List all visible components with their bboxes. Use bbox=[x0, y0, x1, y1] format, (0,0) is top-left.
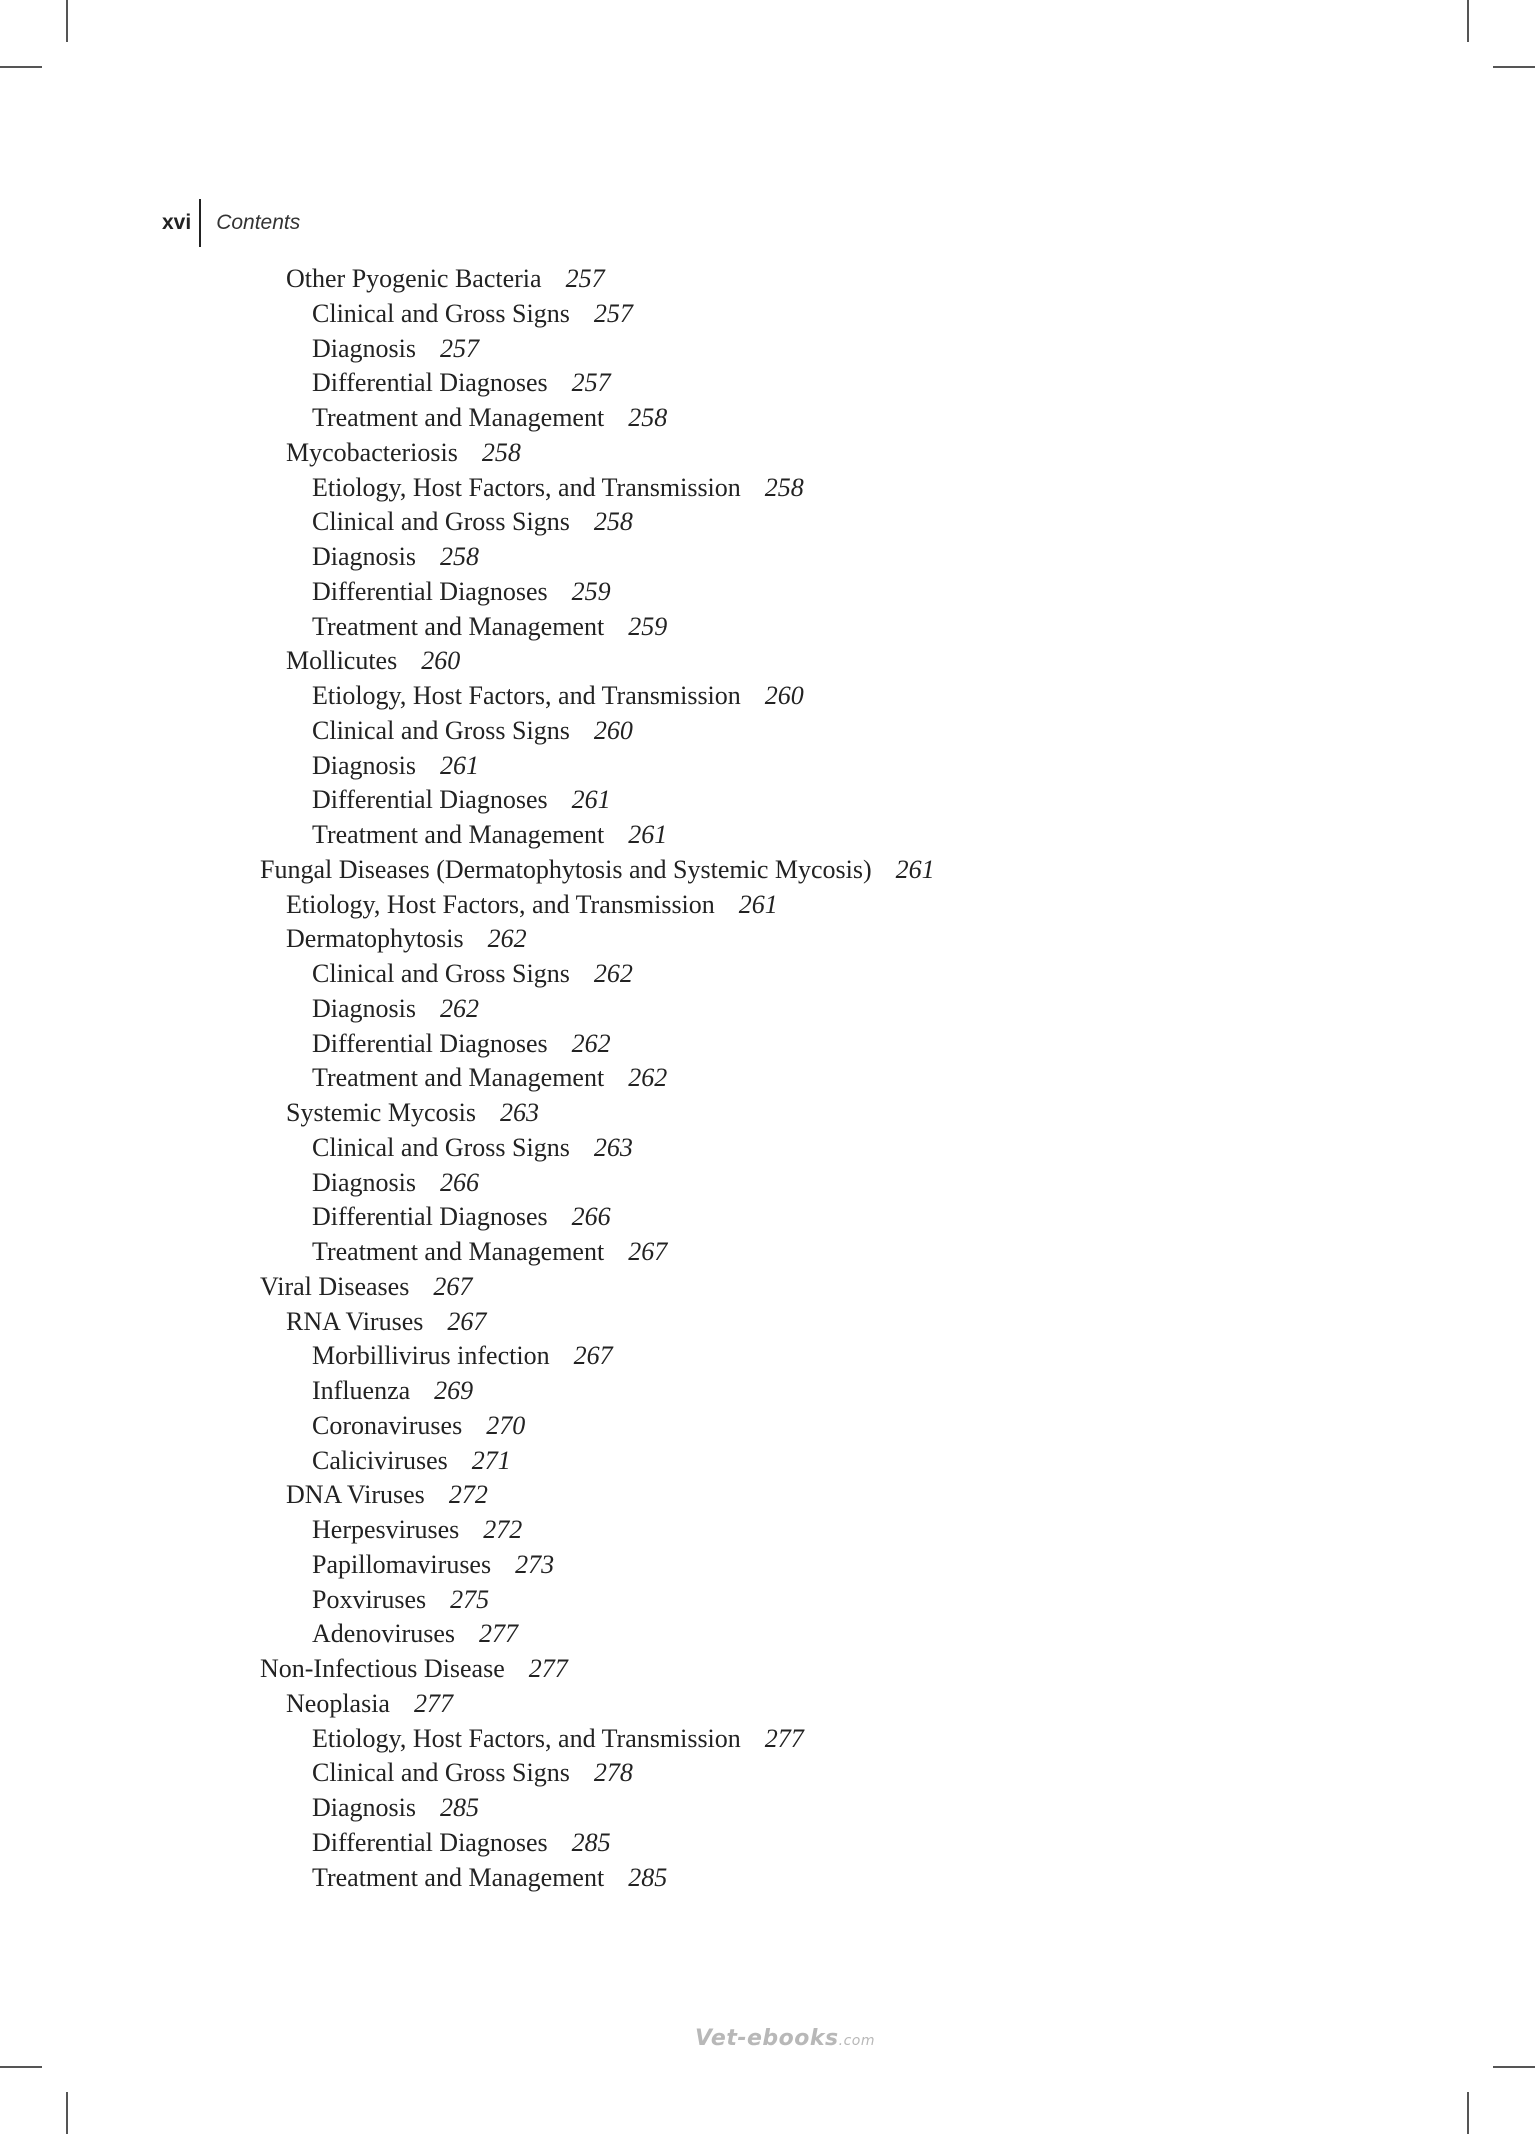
toc-entry-page: 277 bbox=[528, 1654, 568, 1683]
toc-entry[interactable] bbox=[260, 1061, 1260, 1096]
toc-entry[interactable] bbox=[260, 1548, 1260, 1583]
toc-entry-title: Differential Diagnoses bbox=[312, 785, 548, 815]
toc-entry[interactable] bbox=[260, 1444, 1260, 1479]
toc-entry-title: Poxviruses bbox=[312, 1584, 427, 1614]
crop-mark-top-left-vertical bbox=[66, 0, 68, 42]
toc-entry-page: 269 bbox=[434, 1376, 474, 1405]
toc-entry-title: Clinical and Gross Signs bbox=[312, 959, 570, 988]
toc-entry-page: 262 bbox=[440, 993, 479, 1023]
toc-entry-title: Coronaviruses bbox=[312, 1410, 463, 1440]
toc-entry[interactable] bbox=[260, 922, 1260, 957]
toc-entry[interactable] bbox=[260, 366, 1260, 401]
toc-entry-title: Differential Diagnoses bbox=[312, 368, 548, 398]
toc-entry-page: 259 bbox=[571, 576, 611, 606]
toc-entry[interactable] bbox=[260, 1200, 1260, 1235]
toc-entry-page: 262 bbox=[628, 1063, 668, 1093]
toc-entry-page: 285 bbox=[571, 1827, 611, 1857]
toc-entry[interactable] bbox=[260, 644, 1260, 679]
toc-entry-title: RNA Viruses bbox=[286, 1306, 424, 1336]
toc-entry-title: Mollicutes bbox=[286, 646, 398, 676]
toc-entry[interactable] bbox=[260, 1131, 1260, 1166]
toc-entry[interactable] bbox=[260, 1096, 1260, 1131]
toc-entry[interactable] bbox=[260, 853, 1260, 888]
toc-entry-page: 262 bbox=[487, 924, 527, 954]
toc-entry-title: Etiology, Host Factors, and Transmission bbox=[312, 681, 741, 710]
toc-entry[interactable] bbox=[260, 1409, 1260, 1444]
toc-entry-title: Influenza bbox=[312, 1376, 411, 1405]
toc-entry-page: 267 bbox=[573, 1341, 613, 1371]
toc-entry[interactable] bbox=[260, 297, 1260, 332]
toc-entry-page: 257 bbox=[571, 368, 611, 398]
crop-mark-bottom-right-horizontal bbox=[1493, 2066, 1535, 2068]
toc-entry[interactable] bbox=[260, 1583, 1260, 1618]
toc-entry-title: Treatment and Management bbox=[312, 1063, 605, 1093]
toc-entry-page: 273 bbox=[515, 1549, 555, 1579]
toc-entry[interactable] bbox=[260, 1722, 1260, 1757]
crop-mark-top-right-vertical bbox=[1467, 0, 1469, 42]
toc-entry[interactable] bbox=[260, 888, 1260, 923]
toc-entry-title: Clinical and Gross Signs bbox=[312, 298, 570, 328]
toc-entry-page: 278 bbox=[593, 1758, 633, 1788]
toc-entry-page: 258 bbox=[593, 507, 633, 537]
toc-entry[interactable] bbox=[260, 1687, 1260, 1722]
toc-entry-page: 267 bbox=[433, 1271, 473, 1301]
toc-entry[interactable] bbox=[260, 1826, 1260, 1861]
toc-entry-title: Etiology, Host Factors, and Transmission bbox=[312, 472, 741, 502]
toc-entry[interactable] bbox=[260, 1513, 1260, 1548]
crop-mark-bottom-left-horizontal bbox=[0, 2066, 42, 2068]
toc-entry[interactable] bbox=[260, 1861, 1260, 1896]
crop-mark-bottom-left-vertical bbox=[66, 2092, 68, 2134]
toc-entry-page: 275 bbox=[450, 1584, 490, 1614]
toc-entry-title: Clinical and Gross Signs bbox=[312, 715, 570, 745]
toc-entry-page: 260 bbox=[593, 715, 633, 745]
toc-entry[interactable] bbox=[260, 610, 1260, 645]
toc-entry[interactable] bbox=[260, 992, 1260, 1027]
toc-entry-title: Herpesviruses bbox=[312, 1515, 460, 1544]
toc-entry[interactable] bbox=[260, 1374, 1260, 1409]
toc-entry-title: Papillomaviruses bbox=[312, 1549, 492, 1579]
toc-entry[interactable] bbox=[260, 540, 1260, 575]
toc-entry-title: Clinical and Gross Signs bbox=[312, 1758, 570, 1788]
toc-entry-page: 258 bbox=[440, 542, 479, 571]
page-number: xvi bbox=[162, 211, 192, 234]
toc-entry-title: Differential Diagnoses bbox=[312, 1028, 548, 1058]
toc-entry-title: Etiology, Host Factors, and Transmission bbox=[312, 1723, 741, 1753]
toc-entry-page: 262 bbox=[571, 1028, 611, 1058]
toc-entry[interactable] bbox=[260, 1270, 1260, 1305]
toc-entry[interactable] bbox=[260, 1166, 1260, 1201]
toc-entry[interactable] bbox=[260, 679, 1260, 714]
toc-entry-title: Mycobacteriosis bbox=[286, 437, 458, 467]
toc-entry-title: Morbillivirus infection bbox=[312, 1341, 550, 1371]
toc-entry-title: Differential Diagnoses bbox=[312, 576, 548, 606]
toc-entry-page: 272 bbox=[483, 1515, 523, 1544]
toc-entry-page: 261 bbox=[571, 785, 611, 815]
toc-entry-page: 261 bbox=[628, 820, 668, 849]
toc-entry-title: Treatment and Management bbox=[312, 1237, 605, 1266]
running-header bbox=[162, 199, 300, 247]
toc-entry[interactable] bbox=[260, 1305, 1260, 1340]
toc-entry[interactable] bbox=[260, 575, 1260, 610]
toc-entry[interactable] bbox=[260, 1652, 1260, 1687]
toc-entry-title: Diagnosis bbox=[312, 993, 416, 1023]
toc-entry-page: 277 bbox=[413, 1688, 453, 1718]
toc-entry-title: Diagnosis bbox=[312, 750, 416, 780]
toc-entry-title: Treatment and Management bbox=[312, 820, 605, 849]
toc-entry-title: Caliciviruses bbox=[312, 1445, 448, 1475]
toc-entry[interactable] bbox=[260, 1339, 1260, 1374]
toc-entry-page: 272 bbox=[448, 1480, 488, 1510]
toc-entry-title: Diagnosis bbox=[312, 333, 416, 363]
toc-entry-page: 257 bbox=[593, 298, 633, 328]
toc-entry-page: 257 bbox=[565, 264, 605, 293]
toc-entry-page: 285 bbox=[628, 1862, 668, 1892]
toc-entry-page: 263 bbox=[499, 1098, 539, 1127]
toc-entry-page: 258 bbox=[481, 437, 521, 467]
running-title: Contents bbox=[216, 211, 301, 234]
crop-mark-top-left-horizontal bbox=[0, 66, 42, 68]
toc-entry-page: 258 bbox=[764, 472, 804, 502]
toc-entry[interactable] bbox=[260, 332, 1260, 367]
toc-entry[interactable] bbox=[260, 714, 1260, 749]
toc-entry-page: 260 bbox=[421, 646, 461, 676]
toc-entry-title: Differential Diagnoses bbox=[312, 1202, 548, 1232]
toc-entry-page: 277 bbox=[764, 1723, 804, 1753]
watermark-suffix: .com bbox=[838, 2033, 875, 2049]
toc-entry-title: Differential Diagnoses bbox=[312, 1827, 548, 1857]
toc-entry[interactable] bbox=[260, 1791, 1260, 1826]
toc-entry-page: 261 bbox=[440, 750, 479, 780]
toc-entry-page: 277 bbox=[478, 1619, 518, 1649]
toc-entry-page: 266 bbox=[571, 1202, 611, 1232]
toc-entry-page: 285 bbox=[440, 1793, 479, 1822]
toc-entry-page: 257 bbox=[440, 333, 479, 363]
toc-entry[interactable] bbox=[260, 1617, 1260, 1652]
toc-entry-page: 259 bbox=[628, 611, 668, 641]
toc-entry[interactable] bbox=[260, 401, 1260, 436]
toc-entry[interactable] bbox=[260, 471, 1260, 506]
toc-entry-page: 263 bbox=[593, 1132, 633, 1162]
toc-entry-title: Etiology, Host Factors, and Transmission bbox=[286, 889, 715, 919]
toc-entry-page: 261 bbox=[738, 889, 778, 919]
toc-entry-page: 267 bbox=[628, 1237, 668, 1266]
toc-entry-title: Adenoviruses bbox=[312, 1619, 455, 1649]
toc-entry-title: Dermatophytosis bbox=[286, 924, 464, 954]
toc-entry-title: Neoplasia bbox=[286, 1688, 390, 1718]
watermark-text: Vet-ebooks bbox=[695, 2026, 839, 2051]
toc-entry-title: Other Pyogenic Bacteria bbox=[286, 264, 542, 293]
toc-entry-page: 270 bbox=[486, 1410, 526, 1440]
toc-entry-page: 261 bbox=[895, 854, 935, 884]
crop-mark-bottom-right-vertical bbox=[1467, 2092, 1469, 2134]
toc-entry-title: Treatment and Management bbox=[312, 1862, 605, 1892]
toc-entry-title: Clinical and Gross Signs bbox=[312, 1132, 570, 1162]
toc-entry-page: 262 bbox=[593, 959, 633, 988]
toc-entry-title: Systemic Mycosis bbox=[286, 1098, 476, 1127]
toc-entry[interactable] bbox=[260, 1756, 1260, 1791]
toc-entry-title: Treatment and Management bbox=[312, 403, 605, 432]
toc-entry-title: Non-Infectious Disease bbox=[260, 1654, 505, 1683]
toc-entry[interactable] bbox=[260, 749, 1260, 784]
toc-entry-title: Fungal Diseases (Dermatophytosis and Systemic Mycosis) bbox=[260, 854, 872, 884]
toc-entry-title: Diagnosis bbox=[312, 1167, 416, 1197]
toc-entry[interactable] bbox=[260, 818, 1260, 853]
toc-entry[interactable] bbox=[260, 783, 1260, 818]
toc-entry-title: Treatment and Management bbox=[312, 611, 605, 641]
toc-entry[interactable] bbox=[260, 436, 1260, 471]
toc-entry-title: Diagnosis bbox=[312, 1793, 416, 1822]
toc-entry-page: 271 bbox=[471, 1445, 511, 1475]
toc-entry-title: Clinical and Gross Signs bbox=[312, 507, 570, 537]
toc-entry[interactable] bbox=[260, 1235, 1260, 1270]
crop-mark-top-right-horizontal bbox=[1493, 66, 1535, 68]
watermark-logo bbox=[695, 2026, 875, 2051]
toc-entry-title: Diagnosis bbox=[312, 542, 416, 571]
toc-entry[interactable] bbox=[260, 1478, 1260, 1513]
table-of-contents bbox=[260, 262, 1260, 1895]
toc-entry-title: DNA Viruses bbox=[286, 1480, 425, 1510]
toc-entry-page: 267 bbox=[447, 1306, 487, 1336]
toc-entry-title: Viral Diseases bbox=[260, 1271, 410, 1301]
toc-entry-page: 260 bbox=[764, 681, 804, 710]
toc-entry[interactable] bbox=[260, 1027, 1260, 1062]
toc-entry[interactable] bbox=[260, 505, 1260, 540]
toc-entry-page: 258 bbox=[628, 403, 668, 432]
toc-entry[interactable] bbox=[260, 957, 1260, 992]
toc-entry[interactable] bbox=[260, 262, 1260, 297]
toc-entry-page: 266 bbox=[440, 1167, 479, 1197]
